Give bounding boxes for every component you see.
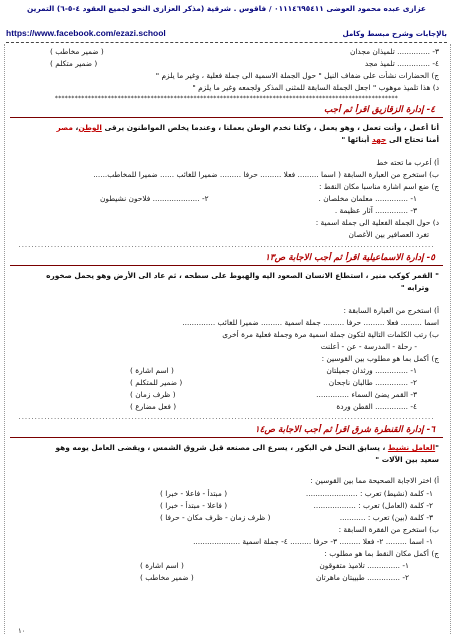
top-line-3: ج) الحضارات نشأت على ضفاف النيل " حول الجملة الاسمية الى جملة فعلية ، وغير ما يلزم ": [155, 71, 439, 80]
paragraph-line: "العامل نشيط ، يسابق النحل في البكور ، يسرع الى مصنعه قبل شروق الشمس ، ويقضى العامل يومه وهو: [55, 443, 439, 452]
divider: .................................................................................................................................: [18, 241, 435, 249]
question-line: د) حول الجملة الفعلية الى جملة اسمية :: [315, 218, 439, 227]
paragraph-line: سعيد بين الآلات ": [375, 455, 439, 464]
paragraph-line: " القمر كوكب منير ، استطاع الانسان الصعود اليه والهبوط على سطحه ، ثم عاد الى الأرض وهو يحمل صخوره: [46, 271, 439, 280]
answer-line: ١- كلمة (نشيط) تعرب : ...................... ( مبتدأ - فاعلا - خبرا ): [160, 489, 433, 498]
answer-line: ١- .............. ورثدان جميلتان ( اسم اشارة ): [130, 366, 417, 375]
question-line: ب) رتب الكلمات التالية لتكون جملة اسمية مرة وجملة فعلية مرة أخرى: [222, 330, 439, 339]
top-line-2: ٤- .............. تلميذ مجد ( ضمير متكلم ): [50, 59, 439, 68]
divider: ********************************************************************************************************: [54, 95, 399, 102]
answer-line: ١- اسما ......... ٢- فعلا ......... ٣- حرفا ......... ٤- جملة اسمية ....................: [193, 537, 433, 546]
answer-line: - رحلة - المدرسة - عن - أعلنت: [320, 342, 417, 351]
answer-line: ٢- كلمة (العامل) تعرب : .................. ( فاعلا - مبتدأ - خبرا ): [160, 501, 433, 510]
divider: .................................................................................................................................: [18, 413, 435, 421]
answer-line: ٢- .............. طالبان ناجحان ( ضمير للمتكلم ): [130, 378, 417, 387]
question-line: ج) أكمل مكان النقط بما هو مطلوب :: [324, 549, 439, 558]
question-line: أ) اختر الاجابة الصحيحة مما بين القوسين :: [310, 476, 439, 485]
header-bar: [6, 24, 447, 43]
answer-line: ٣- كلمة (بين) تعرب : ........... ( ظرف زمان - ظرف مكان - حرفا ): [160, 513, 433, 522]
question-line: ج) ضع اسم اشارة مناسبا مكان النقط :: [318, 182, 439, 191]
section-title: ٥- إدارة الاسماعيلية اقرأ ثم أجب الاجابة ص١٣: [10, 252, 443, 266]
page-number: ١٠: [18, 627, 26, 635]
section-title: ٦- إدارة القنطرة شرق اقرأ ثم أجب الاجابة ص١٤: [10, 424, 443, 438]
question-line: ب) استخرج من الفقرة السابقة :: [338, 525, 439, 534]
answer-line: ٢- .............. طبيبتان ماهرتان ( ضمير مخاطب ): [140, 573, 409, 582]
question-line: ج) أكمل بما هو مطلوب بين القوسين :: [321, 354, 439, 363]
question-line: أ) أعرب ما تحته خط: [376, 158, 439, 167]
question-line: أ) استخرج من العبارة السابقة :: [343, 306, 439, 315]
question-line: ب) استخرج من العبارة السابقة ( اسما ......... فعلا ......... حرفا ......... ضميرا للغائب ...... ضميرا للمخاطب......: [93, 170, 439, 179]
paragraph-line: أنا أعمل ، وأنت تعمل ، وهو يعمل ، وكلنا نخدم الوطن بعملنا ، وعندما يخلص المواطنون يرقى الوطن، مصر: [56, 123, 439, 132]
paragraph-line: وترابه ": [400, 283, 429, 292]
answer-line: ٣- .............. آثار عظيمة .: [334, 206, 417, 215]
paragraph-line: أمنا تحتاج الى جهد أبنائها ": [341, 135, 439, 144]
top-line-1: ٣- .............. تلميذان مجدان ( ضمير مخاطب ): [50, 47, 439, 56]
header-subtitle: بالإجابات وشرح مبسط وكامل: [342, 28, 447, 38]
answer-line: اسما ......... فعلا ......... حرفا ......... جملة اسمية ......... ضميرا للغائب ..............: [182, 318, 439, 327]
answer-line: تغرد العصافير بين الأغصان: [348, 230, 429, 239]
answer-line: ٣- القمر يضئ السماء .............. ( ظرف زمان ): [130, 390, 417, 399]
answer-line: ١- .............. معلمان مخلصان . ٢- .................... فلاحون نشيطون: [100, 194, 417, 203]
header-line: عزازى عبده محمود العوضى ٠١١١٤٦٩٥٤١١ / فاقوس . شرقية (مذكر العزازى النحو لجميع العقود ٤-٥-٦) التمرين: [27, 4, 426, 13]
facebook-link[interactable]: https://www.facebook.com/ezazi.school: [6, 28, 166, 38]
answer-line: ٤- .............. القطن وردة ( فعل مضارع ): [130, 402, 417, 411]
top-line-4: د) هذا تلميذ موهوب " اجعل الجملة السابقة للمثنى المذكر ولجمعه وغير ما يلزم ": [192, 83, 439, 92]
section-title: ٤- إدارة الزقازيق اقرأ ثم أجب: [10, 104, 443, 118]
answer-line: ١- .............. تلاميذ متفوقون ( اسم اشارة ): [140, 561, 409, 570]
